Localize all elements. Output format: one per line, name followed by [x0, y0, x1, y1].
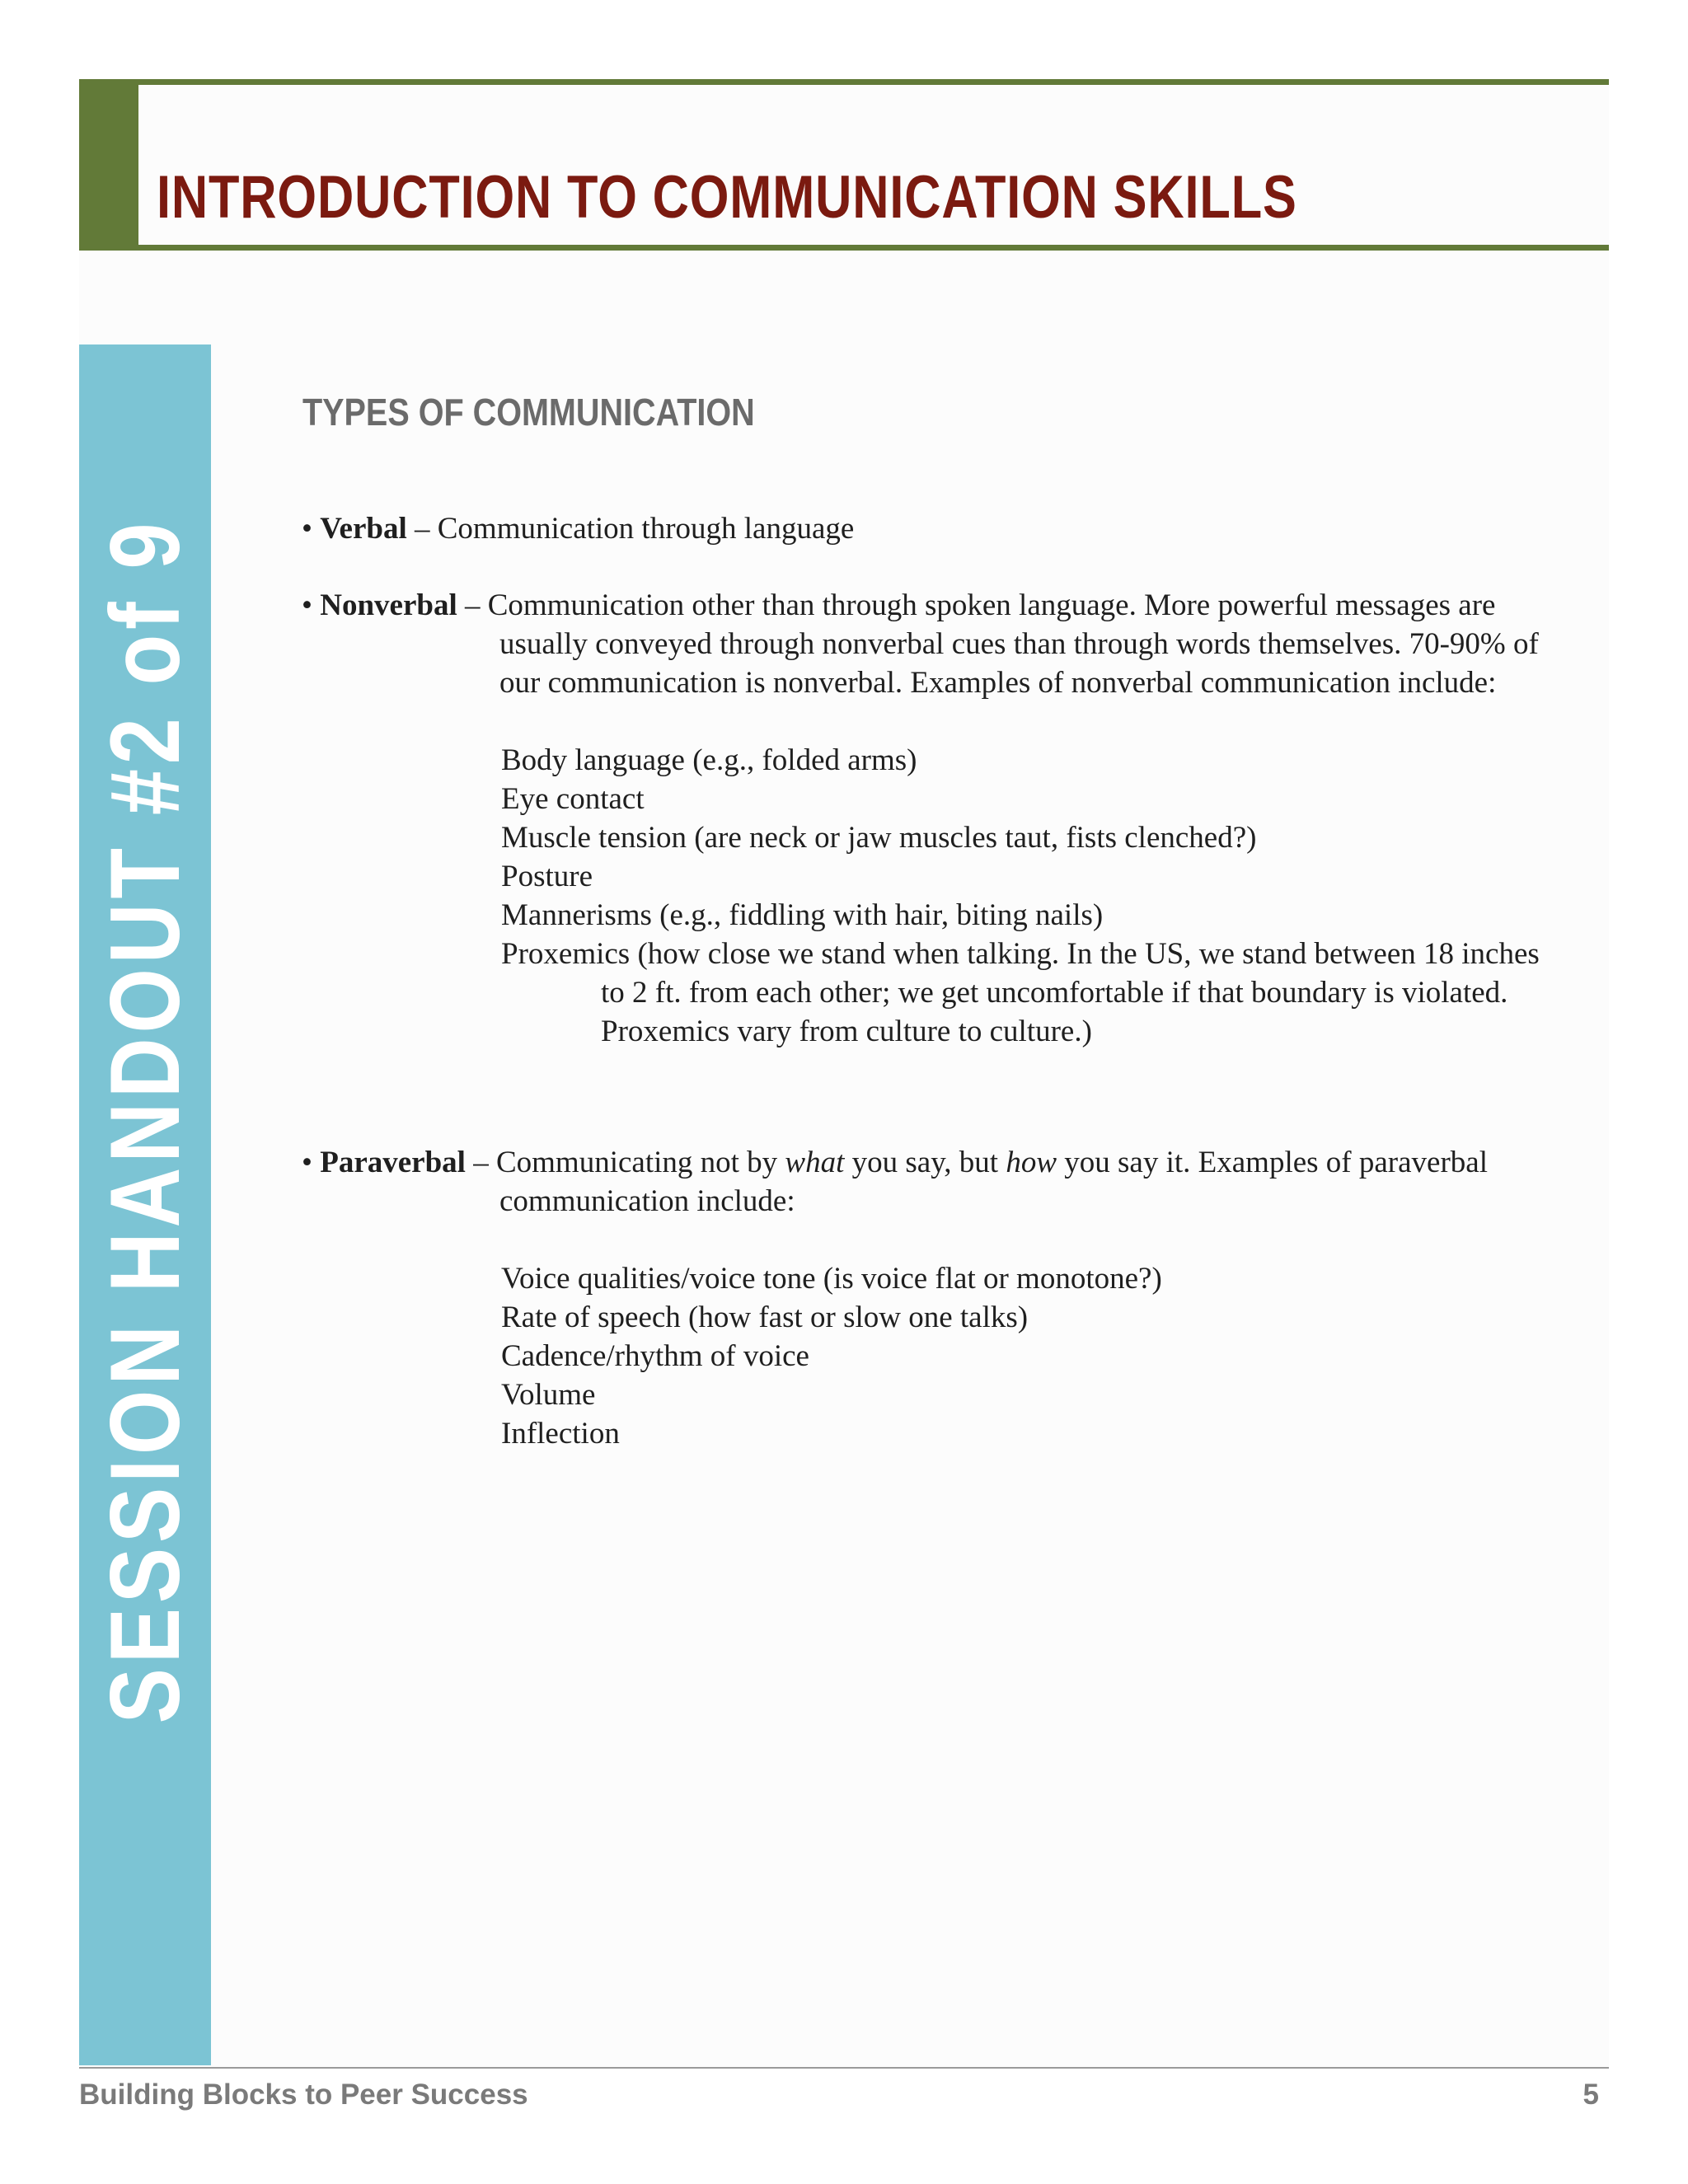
- nonverbal-term: Nonverbal: [320, 588, 457, 622]
- nonverbal-example: Eye contact: [501, 782, 645, 816]
- verbal-term: Verbal: [320, 512, 407, 546]
- paraverbal-example: Inflection: [501, 1417, 620, 1451]
- emphasis-how: how: [1006, 1146, 1057, 1179]
- footer-title: Building Blocks to Peer Success: [79, 2079, 528, 2111]
- session-handout-label: SESSION HANDOUT #2 of 9: [90, 518, 200, 1724]
- paraverbal-definition-line: communication include:: [499, 1184, 795, 1218]
- verbal-definition: – Communication through language: [415, 512, 855, 546]
- paraverbal-example: Volume: [501, 1378, 596, 1412]
- paraverbal-definition: [473, 1146, 1488, 1179]
- paraverbal-example: Rate of speech (how fast or slow one talks): [501, 1301, 1029, 1334]
- bullet: •: [302, 588, 312, 622]
- paraverbal-term: Paraverbal: [320, 1146, 466, 1179]
- bullet: •: [302, 1146, 312, 1179]
- nonverbal-definition-line: our communication is nonverbal. Examples of nonverbal communication include:: [499, 666, 1497, 700]
- nonverbal-example: Posture: [501, 860, 593, 893]
- nonverbal-definition-line: usually conveyed through nonverbal cues than through words themselves. 70-90% of: [499, 627, 1539, 661]
- page-panel: [79, 82, 1609, 2069]
- nonverbal-definition-line: – Communication other than through spoken language. More powerful messages are: [464, 588, 1496, 622]
- footer-rule: [79, 2067, 1609, 2069]
- nonverbal-example: Muscle tension (are neck or jaw muscles taut, fists clenched?): [501, 821, 1257, 855]
- paraverbal-example: Voice qualities/voice tone (is voice flat or monotone?): [501, 1262, 1162, 1296]
- paraverbal-text: you say, but: [844, 1146, 1006, 1179]
- nonverbal-example: Proxemics (how close we stand when talking. In the US, we stand between 18 inches: [501, 937, 1540, 971]
- section-heading: TYPES OF COMMUNICATION: [302, 391, 755, 434]
- proxemics-continuation: to 2 ft. from each other; we get uncomfortable if that boundary is violated.: [601, 976, 1508, 1010]
- paraverbal-example: Cadence/rhythm of voice: [501, 1339, 809, 1373]
- paraverbal-text: you say it. Examples of paraverbal: [1057, 1146, 1488, 1179]
- bullet: •: [302, 512, 312, 546]
- header-accent-block: [79, 79, 138, 251]
- proxemics-continuation: Proxemics vary from culture to culture.): [601, 1015, 1092, 1048]
- nonverbal-item: [302, 586, 1495, 625]
- emphasis-what: what: [785, 1146, 845, 1179]
- nonverbal-example: Mannerisms (e.g., fiddling with hair, biting nails): [501, 898, 1104, 932]
- nonverbal-example: Body language (e.g., folded arms): [501, 743, 917, 777]
- header-bottom-rule: [79, 245, 1609, 251]
- paraverbal-text: – Communicating not by: [473, 1146, 785, 1179]
- header-top-rule: [79, 79, 1609, 85]
- verbal-item: [302, 509, 854, 548]
- page-title: INTRODUCTION TO COMMUNICATION SKILLS: [157, 164, 1297, 231]
- paraverbal-item: [302, 1143, 1488, 1182]
- page-number: 5: [1582, 2079, 1599, 2111]
